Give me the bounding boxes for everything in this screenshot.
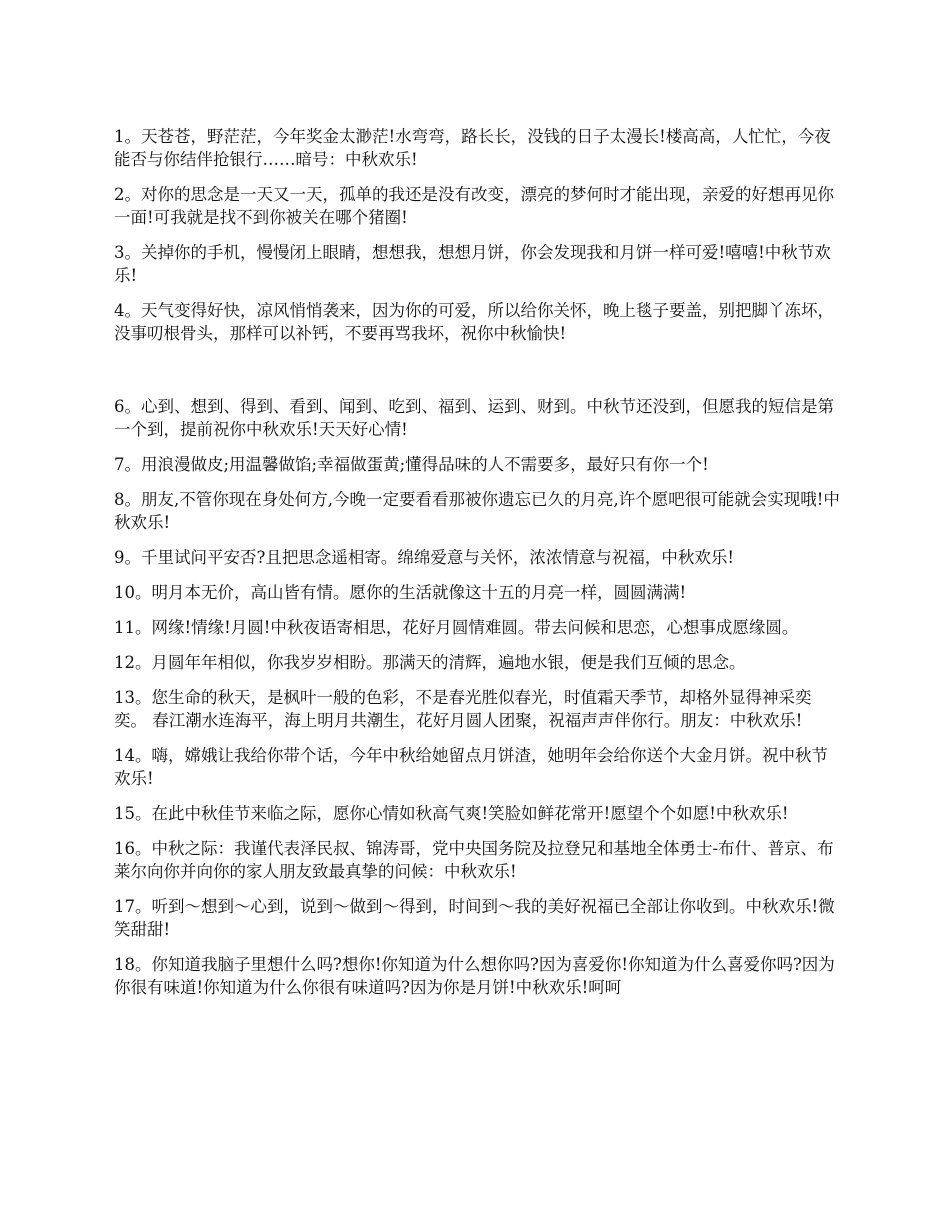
paragraph-4: 4。天气变得好快，凉风悄悄袭来，因为你的可爱，所以给你关怀，晚上毯子要盖，别把脚丫冻坏，没事叨根骨头，那样可以补钙，不要再骂我坏，祝你中秋愉快! — [114, 301, 834, 343]
paragraph-10: 10。明月本无价，高山皆有情。愿你的生活就像这十五的月亮一样，圆圆满满! — [114, 583, 687, 602]
paragraph-17: 17。听到～想到～心到，说到～做到～得到，时间到～我的美好祝福已全部让你收到。中秋欢乐!微笑甜甜! — [114, 897, 835, 939]
document-body — [114, 125, 844, 1011]
paragraph-2: 2。对你的思念是一天又一天，孤单的我还是没有改变，漂亮的梦何时才能出现，亲爱的好想再见你一面!可我就是找不到你被关在哪个猪圈! — [114, 185, 834, 227]
paragraph-1: 1。天苍苍，野茫茫，今年奖金太渺茫!水弯弯，路长长，没钱的日子太漫长!楼高高，人忙忙，今夜能否与你结伴抢银行……暗号：中秋欢乐! — [114, 127, 831, 169]
paragraph-14: 14。嗨，嫦娥让我给你带个话，今年中秋给她留点月饼渣，她明年会给你送个大金月饼。祝中秋节欢乐! — [114, 746, 828, 788]
paragraph-8: 8。朋友,不管你现在身处何方,今晚一定要看看那被你遗忘已久的月亮,许个愿吧很可能就会实现哦!中秋欢乐! — [114, 490, 840, 532]
blank-gap — [114, 357, 844, 395]
paragraph-12: 12。月圆年年相似，你我岁岁相盼。那满天的清辉，遍地水银，便是我们互倾的思念。 — [114, 653, 746, 672]
paragraph-7: 7。用浪漫做皮;用温馨做馅;幸福做蛋黄;懂得品味的人不需要多，最好只有你一个! — [114, 455, 709, 474]
paragraph-9: 9。千里试问平安否?且把思念遥相寄。绵绵爱意与关怀，浓浓情意与祝福，中秋欢乐! — [114, 548, 734, 567]
paragraph-3: 3。关掉你的手机，慢慢闭上眼睛，想想我，想想月饼，你会发现我和月饼一样可爱!嘻嘻!中秋节欢乐! — [114, 243, 831, 285]
paragraph-13: 13。您生命的秋天，是枫叶一般的色彩，不是春光胜似春光，时值霜天季节，却格外显得神采奕奕。 春江潮水连海平，海上明月共潮生，花好月圆人团聚，祝福声声伴你行。朋友：中秋欢乐! — [114, 688, 812, 730]
paragraph-11: 11。网缘!情缘!月圆!中秋夜语寄相思，花好月圆情难圆。带去问候和思恋，心想事成愿缘圆。 — [114, 618, 799, 637]
paragraph-16: 16。中秋之际：我谨代表泽民叔、锦涛哥，党中央国务院及拉登兄和基地全体勇士-布什、普京、布莱尔向你并向你的家人朋友致最真挚的问候：中秋欢乐! — [114, 839, 834, 881]
paragraph-15: 15。在此中秋佳节来临之际，愿你心情如秋高气爽!笑脸如鲜花常开!愿望个个如愿!中秋欢乐! — [114, 804, 789, 823]
paragraph-18: 18。你知道我脑子里想什么吗?想你!你知道为什么想你吗?因为喜爱你!你知道为什么喜爱你吗?因为你很有味道!你知道为什么你很有味道吗?因为你是月饼!中秋欢乐!呵呵 — [114, 955, 835, 997]
paragraph-6: 6。心到、想到、得到、看到、闻到、吃到、福到、运到、财到。中秋节还没到，但愿我的短信是第一个到，提前祝你中秋欢乐!天天好心情! — [114, 397, 834, 439]
